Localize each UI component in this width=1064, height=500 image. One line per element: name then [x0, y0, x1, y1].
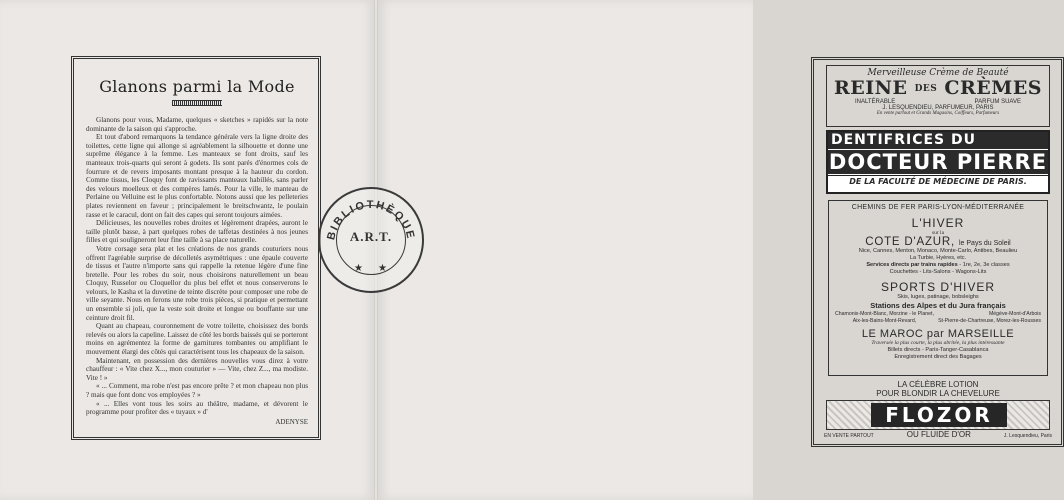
title-ornament [172, 100, 222, 106]
ad-reine-brand-b: CRÈMES [944, 77, 1043, 99]
ad-plm-stations: Stations des Alpes et du Jura français [870, 301, 1006, 310]
ad-flozor-line1: LA CÉLÈBRE LOTION [897, 380, 979, 389]
ad-flozor-footer [824, 430, 1052, 439]
ad-plm-railway [828, 200, 1048, 376]
ad-plm-towns2: La Turbie, Hyères, etc. [909, 255, 967, 261]
ad-plm-services [829, 262, 1047, 269]
article-signature: ADENYSE [275, 417, 308, 426]
article-paragraph: Glanons pour vous, Madame, quelques « sketches » rapidés sur la note dominante de la saison qui s'approche. [86, 116, 308, 133]
ad-plm-maroc-sub: Traversée la plus courte, la plus abritée, la plus intéressante [871, 340, 1005, 346]
stamp-arc-text: BIBLIOTHÈQUE [325, 198, 417, 242]
ad-plm-bagages: Enregistrement direct des Bagages [894, 353, 982, 360]
article-paragraph: « ... Elles vont tous les soirs au théâtre, madame, et dévorent le programme pour profiter des « tuyaux » d' [86, 399, 308, 417]
article-paragraph: « ... Comment, ma robe n'est pas encore prête ? et mon chapeau non plus ? mais que font donc vos employées ? » [86, 382, 308, 399]
ad-flozor-brand: FLOZOR [871, 403, 1007, 427]
ad-flozor-line2: POUR BLONDIR LA CHEVELURE [876, 389, 1000, 398]
ad-plm-cote-tail: le Pays du Soleil [958, 240, 1011, 247]
ad-flozor-fluide: OU FLUIDE D'OR [906, 430, 971, 439]
ad-flozor-right-note: J. Lesquendieu, Paris [1003, 433, 1052, 439]
ad-plm-towns: Nice, Cannes, Menton, Monaco, Monte-Carlo, Antibes, Beaulieu [858, 248, 1018, 254]
ad-plm-couchettes: Couchettes - Lits-Salons - Wagons-Lits [889, 269, 987, 275]
ad-pierre-line3: DE LA FACULTÉ DE MÉDECINE DE PARIS. [828, 175, 1048, 188]
ad-plm-header: CHEMINS DE FER PARIS-LYON-MÉDITERRANÉE [851, 204, 1025, 211]
ad-flozor-left-note: EN VENTE PARTOUT [824, 433, 874, 439]
ad-plm-services-classes: - 1re, 2e, 3e classes [959, 262, 1010, 268]
ad-plm-services-label: Services directs par trains rapides [866, 262, 958, 268]
ad-reine-brand [827, 78, 1049, 99]
ad-plm-col-right-1: Mégève-Mont-d'Arbois [988, 311, 1041, 317]
article-paragraph: Délicieuses, les nouvelles robes droites et légèrement drapées, auront le taille plutôt basse, à part quelques robes de taffetas destinées à nos jeunes filles et qui souligneront leur fine taille à sa place naturelle. [86, 219, 308, 245]
ad-plm-sports-sub: Skis, luges, patinage, bobsleighs [897, 294, 979, 300]
article-frame [71, 56, 321, 440]
ad-flozor-banner [826, 400, 1050, 430]
ad-reine-sold: En vente partout et Grands Magasins, Coiffeurs, Parfumeurs [876, 111, 1000, 116]
right-page [377, 0, 1052, 500]
ad-reine-des-cremes [826, 65, 1050, 127]
advertisements-frame [811, 57, 1064, 447]
article-paragraph: Et tout d'abord remarquons la tendance générale vers la ligne droite des toilettes, cette ligne qui allonge si agréablement la silhouette et donne une suprême élégance à la femme. Les manteaux se font droits, sauf les manteaux trois-quarts qui seront à godets. Ils sont parés d'énormes cols de fourrure et de revers imposants montant presque à la hauteur du cordon. Comme tissus, les Cloquy font de ravissants manteaux habillés, sans parler des velours moelleux et des compères lamés. Pour la ville, le manteau de Perlaine ou Velluine est le plus confortable. Notons aussi que les pelleteries plates reviennent en faveur ; principalement le breitschwantz, le poulain rasse et le caracul, dont on fait des capes qui seront toujours aimées. [86, 133, 308, 219]
ad-reine-brand-a: REINE [833, 77, 908, 99]
ad-reine-brand-des: DES [914, 84, 938, 94]
ad-reine-tagline: Merveilleuse Crème de Beauté [867, 68, 1009, 78]
ad-reine-left-word: INALTÉRABLE [855, 99, 896, 105]
ad-plm-col-left [835, 311, 934, 324]
ad-reine-maker: J. LESQUENDIEU, PARFUMEUR, PARIS [882, 105, 994, 111]
article-paragraph: Maintenant, en possession des dernières nouvelles vous direz à votre chauffeur : « Vite chez X..., mon couturier » — Vite, chez Z..., ma modiste. Vite ! » [86, 356, 308, 382]
ad-plm-col-right [938, 311, 1041, 324]
ad-plm-hiver: L'HIVER [911, 216, 965, 230]
ad-reine-right-word: PARFUM SUAVE [974, 99, 1021, 105]
stamp-star-right-icon: ★ [378, 263, 387, 274]
article-paragraph: Votre corsage sera plat et les créations de nos grands couturiers nous offrent l'agréable surprise de décolletés asymétriques : une épaule couverte de tissus et l'autre n'importe sans qui rappelle la retenue légère d'une fine bretelle. Pour les robes du soir, nous choisirons naturellement un beau Cloquy, Russelor ou Cloquellor du plus bel effet et nous conserverons le velours, le Kasha et la duvetine de teinte discrète pour composer une robe de ville seyante. Nous en ferons une robe trois pièces, si pratique et permettant un ensemble si joli, que la veste soit droite et longue ou bouffante sur une ceinture droit fil. [86, 244, 308, 322]
ad-plm-cote [829, 236, 1047, 248]
article-paragraph: Quant au chapeau, couronnement de votre toilette, choisissez des bords relevés ou alors la capeline. Laissez de côté les bords baissés qui se porteront moins en agrémentez la forme de garnitures tombantes ou amplifiant le mouvement élargi des côtés qui caractérisent tous les chapeaux de la saison. [86, 322, 308, 357]
ad-plm-sports: SPORTS D'HIVER [880, 280, 996, 294]
ad-plm-col-left-2: Aix-les-Bains-Mont-Revard, [852, 317, 917, 324]
ad-plm-col-left-1: Chamonix-Mont-Blanc, Morzine - le Planet, [835, 311, 934, 317]
article-body [86, 116, 308, 426]
ad-flozor [824, 380, 1052, 440]
ad-plm-billets: Billets directs - Paris-Tanger-Casablanca [887, 346, 989, 353]
ad-plm-col-right-2: St-Pierre-de-Chartreuse, Morez-les-Rousses [938, 317, 1041, 324]
library-stamp [318, 187, 424, 293]
ad-pierre-line2: DOCTEUR PIERRE [828, 150, 1048, 174]
stamp-star-left-icon: ★ [354, 263, 363, 274]
article-title: Glanons parmi la Mode [99, 77, 295, 96]
ad-docteur-pierre [826, 130, 1050, 194]
ad-plm-station-list [829, 311, 1047, 324]
ad-plm-cote-main: COTE D'AZUR, [865, 236, 955, 248]
stamp-center-text: A.R.T. [349, 229, 393, 244]
ad-plm-sur-la: sur la [931, 230, 945, 236]
ad-plm-maroc: LE MAROC par MARSEILLE [861, 328, 1015, 340]
ad-pierre-line1: DENTIFRICES DU [828, 132, 1048, 149]
